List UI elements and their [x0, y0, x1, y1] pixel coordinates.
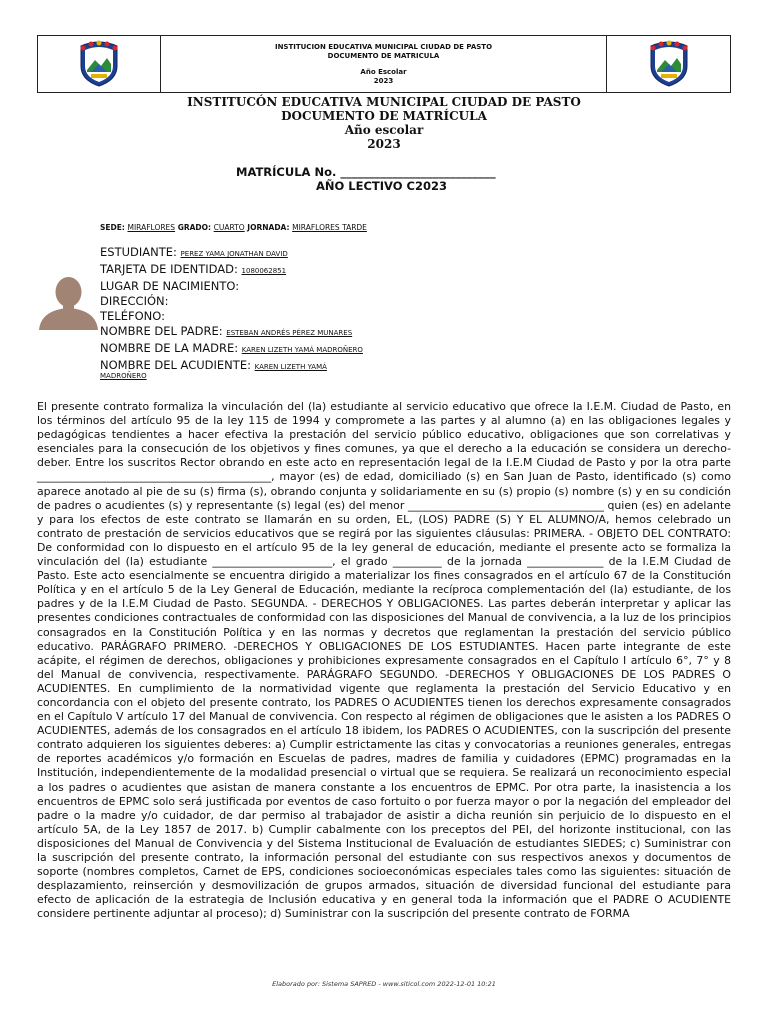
acudiente-label: NOMBRE DEL ACUDIENTE:	[100, 358, 251, 372]
lugar-nacimiento-label: LUGAR DE NACIMIENTO:	[100, 279, 240, 293]
sede-line	[100, 223, 367, 232]
madre-value: KAREN LIZETH YAMÁ MADROÑERO	[241, 346, 363, 354]
document-header	[37, 35, 731, 93]
padre-label: NOMBRE DEL PADRE:	[100, 324, 223, 338]
acudiente-value: KAREN LIZETH YAMÁ	[254, 363, 327, 371]
contract-body-text: El presente contrato formaliza la vinculación del (la) estudiante al servicio educativo que ofrece la I.E.M. Ciudad de Pasto, en los términos del artículo 95 de la ley 115 de 1994 y compromete a las partes y al alumno (a) en las obligaciones legales y pedagógicas tendientes a hacer efectiva la prestación del servicio público educativo, obligaciones que son correlativas y esenciales para la consecución de los objetivos y fines comunes, ya que el derecho a la educación se considera un derecho-deber. Entre los suscritos Rector obrando en este acto en representación legal de la I.E.M Ciudad de Pasto y por la otra parte ___________________________________________, mayor (es) de edad, domiciliado (s) en San Juan de Pasto, identificado (s) como aparece anotado al pie de su (s) firma (s), obrando conjunta y solidariamente en su (s) propio (s) nombre (s) y en su condición de padres o acudientes (s) y representante (s) legal (es) del menor ____________________________________ quien (es) en adelante y para los efectos de este contrato se llamarán en su orden, EL, (LOS) PADRE (S) Y EL ALUMNO/A, hemos celebrado un contrato de prestación de servicios educativos que se regirá por las siguientes cláusulas: PRIMERA. - OBJETO DEL CONTRATO: De conformidad con lo dispuesto en el artículo 95 de la ley general de educación, mediante el presente acto se formaliza la vinculación del (la) estudiante ______________________, el grado _________ de la jornada ______________ de la I.E.M Ciudad de Pasto. Este acto esencialmente se encuentra dirigido a materializar los fines consagrados en el artículo 67 de la Constitución Política y en el artículo 5 de la Ley General de Educación, mediante la recíproca complementación del (la) estudiante, de los padres y de la I.E.M Ciudad de Pasto. SEGUNDA. - DERECHOS Y OBLIGACIONES. Las partes deberán interpretar y aplicar las presentes condiciones contractuales de conformidad con las disposiciones del Manual de convivencia, a la luz de los principios consagrados en la Constitución Política y en las normas y decretos que reglamentan la prestación del servicio público educativo. PARÁGRAFO PRIMERO. -DERECHOS Y OBLIGACIONES DE LOS ESTUDIANTES. Hacen parte integrante de este acápite, el régimen de derechos, obligaciones y prohibiciones expresamente consagrados en el Capítulo I artículo 6°, 7° y 8 del Manual de convivencia, respectivamente. PARÁGRAFO SEGUNDO. -DERECHOS Y OBLIGACIONES DE LOS PADRES O ACUDIENTES. En cumplimiento de la normatividad vigente que reglamenta la prestación del Servicio Educativo y en concordancia con el objeto del presente contrato, los PADRES O ACUDIENTES tienen los derechos expresamente consagrados en el Capítulo V artículo 17 del Manual de convivencia. Con respecto al régimen de obligaciones que le asisten a los PADRES O ACUDIENTES, además de los consagrados en el artículo 18 ibidem, los PADRES O ACUDIENTES, con la suscripción del presente contrato adquieren los siguientes deberes: a) Cumplir estrictamente las citas y convocatorias a reuniones generales, entregas de reportes académicos y/o formación en Escuelas de padres, madres de familia y cuidadores (EPMC) programadas en la Institución, independientemente de la modalidad presencial o virtual que se requiera. Se realizará un reconocimiento especial a los padres o acudientes que asistan de manera constante a los encuentros de EPMC. Por otra parte, la inasistencia a los encuentros de EPMC solo será justificada por eventos de caso fortuito o por fuerza mayor o por la negación del empleador del padre o la madre y/o cuidador, de dar permiso al trabajador de asistir a dicha reunión sin perjuicio de lo dispuesto en el artículo 5A, de la Ley 1857 de 2017. b) Cumplir cabalmente con los preceptos del PEI, del horizonte institucional, con las disposiciones del Manual de Convivencia y del Sistema Institucional de Evaluación de estudiantes SIEDES; c) Suministrar con la suscripción del presente contrato, la información personal del estudiante con sus respectivos anexos y documentos de soporte (nombres completos, Carnet de EPS, condiciones socioeconómicas especiales tales como las siguientes: situación de desplazamiento, reinserción y desmovilización de grupos armados, situación de diversidad funcional del estudiante para efecto de aplicación de la estrategia de Inclusión educativa y en general toda la información que el PADRE O ACUDIENTE considere pertinente adjuntar al proceso); d) Suministrar con la suscripción del presente contrato de FORMA	[37, 400, 731, 921]
grado-label: GRADO:	[177, 223, 212, 232]
header-line-institution: INSTITUCION EDUCATIVA MUNICIPAL CIUDAD DE PASTO	[274, 43, 493, 51]
header-center-text	[161, 36, 607, 92]
title-institution: INSTITUCÓN EDUCATIVA MUNICIPAL CIUDAD DE PASTO	[187, 95, 581, 109]
estudiante-label: ESTUDIANTE:	[100, 245, 177, 259]
title-year: 2023	[367, 137, 401, 151]
jornada-value: MIRAFLORES TARDE	[292, 223, 367, 232]
title-year-label: Año escolar	[344, 123, 424, 137]
matricula-number: MATRÍCULA No. ___________________________	[236, 165, 496, 179]
header-line-year-label: Año Escolar	[360, 68, 407, 76]
estudiante-row	[100, 245, 363, 262]
telefono-label: TELÉFONO:	[100, 309, 165, 323]
header-line-document: DOCUMENTO DE MATRICULA	[327, 51, 440, 60]
ano-lectivo: AÑO LECTIVO C2023	[316, 179, 447, 193]
acudiente-value-continued: MADROÑERO	[100, 372, 147, 380]
padre-value: ESTEBAN ANDRÉS PÉREZ MUNARES	[226, 329, 353, 337]
madre-row	[100, 341, 363, 358]
title-document: DOCUMENTO DE MATRÍCULA	[281, 109, 487, 123]
tarjeta-row	[100, 262, 363, 279]
footer-generated-by: Elaborado por: Sistema SAPRED - www.siticol.com 2022-12-01 10:21	[272, 980, 496, 988]
grado-value: CUARTO	[213, 223, 245, 232]
sede-value: MIRAFLORES	[127, 223, 176, 232]
direccion-label: DIRECCIÓN:	[100, 294, 169, 308]
school-crest-logo-left	[77, 40, 121, 88]
student-info	[100, 245, 363, 381]
tarjeta-label: TARJETA DE IDENTIDAD:	[100, 262, 238, 276]
header-line-year: 2023	[373, 76, 394, 85]
madre-label: NOMBRE DE LA MADRE:	[100, 341, 239, 355]
jornada-label: JORNADA:	[247, 223, 290, 232]
school-crest-logo-right	[647, 40, 691, 88]
header-logo-left-cell	[38, 36, 161, 92]
sede-label: SEDE:	[100, 223, 125, 232]
estudiante-value: PEREZ YAMA JONATHAN DAVID	[180, 250, 288, 258]
header-logo-right-cell	[607, 36, 730, 92]
tarjeta-value: 1080062851	[241, 267, 287, 275]
student-photo-placeholder-icon	[37, 272, 100, 330]
padre-row	[100, 324, 363, 341]
